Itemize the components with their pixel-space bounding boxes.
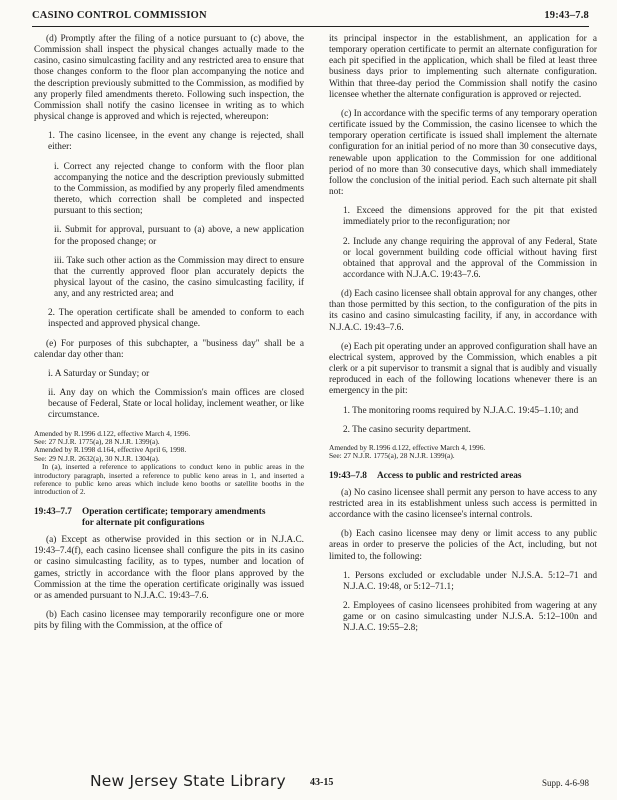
para-e2: 2. The casino security department. <box>343 424 471 435</box>
para-7-7-b: (b) Each casino licensee may temporarily reconfigure one or more pits by filing with the Commission, at the office of <box>34 610 304 632</box>
header-rule <box>32 26 589 27</box>
history-note: See: 27 N.J.R. 1775(a), 28 N.J.R. 1399(a). <box>329 451 455 461</box>
section-number: 19:43–7.7 <box>34 506 72 517</box>
para-c2: 2. Include any change requiring the approval of any Federal, State or local government building code official without having first obtained that approval and the approval of the Commission in accordance with N.J.A.C. 19:43–7.6. <box>343 236 597 280</box>
para-7-8-b: (b) Each casino licensee may deny or limit access to any public areas in order to preserve the policies of the Act, including, but not limited to, the following: <box>329 529 597 562</box>
para-c1: 1. Exceed the dimensions approved for the pit that existed immediately prior to the reconfiguration; nor <box>343 206 597 228</box>
history-note: Amended by R.1998 d.164, effective April 6, 1998. <box>34 445 187 455</box>
history-note: Amended by R.1996 d.122, effective March 4, 1996. <box>329 442 486 452</box>
running-header <box>32 10 589 21</box>
para-d1-iii: iii. Take such other action as the Commission may direct to ensure that the currently approved floor plan accurately depicts the physical layout of the casino, the casino simulcasting facility, if any, and any restricted area; and <box>54 255 304 300</box>
history-notes <box>329 444 597 461</box>
left-column <box>34 34 304 640</box>
history-note-detail: In (a), inserted a reference to applications to conduct keno in public areas in the introductory paragraph, inserted a reference to public keno areas in 1, and inserted a reference to public keno areas which include keno booths or satellite booths in the introduction of 2. <box>34 462 304 497</box>
page-footer <box>32 770 589 790</box>
header-title: CASINO CONTROL COMMISSION <box>32 10 207 21</box>
right-column <box>329 34 597 643</box>
library-watermark: New Jersey State Library <box>90 772 286 790</box>
para-d1-i: i. Correct any rejected change to conform with the floor plan accompanying the notice and the description previously submitted to the Commission, as modified by any properly filed amendments thereto, which correction shall be completed and inspected pursuant to this section; <box>54 161 304 217</box>
page-number: 43-15 <box>310 777 334 788</box>
para-d: (d) Promptly after the filing of a notice pursuant to (c) above, the Commission shall inspect the physical changes actually made to the casino, casino simulcasting facility and any restricted area to ensure that those changes conform to the floor plan accompanying the notice and the description previously submitted to the Commission, as modified by any properly filed amendments thereto. Following such inspection, the Commission shall notify the casino licensee in writing as to which physical change is approved and which is rejected, whereupon: <box>34 34 304 123</box>
history-note: See: 27 N.J.R. 1775(a), 28 N.J.R. 1399(a). <box>34 436 160 446</box>
para-7-7-a: (a) Except as otherwise provided in this section or in N.J.A.C. 19:43–7.4(f), each casino licensee shall configure the pits in its casino or casino simulcasting facility, as to types, number and location of games, strictly in accordance with the floor plans approved by the Commission at the time the operation certificate originally was issued or as amended pursuant to N.J.A.C. 19:43–7.6. <box>34 535 304 601</box>
para-e: (e) For purposes of this subchapter, a "business day" shall be a calendar day other than: <box>34 338 304 360</box>
para-d: (d) Each casino licensee shall obtain approval for any changes, other than those permitted by this section, to the configuration of the pits in its casino and casino simulcasting facility, if any, in accordance with N.J.A.C. 19:43–7.6. <box>329 289 597 333</box>
para-e-i: i. A Saturday or Sunday; or <box>48 368 150 379</box>
section-title-line2: for alternate pit configurations <box>82 517 205 528</box>
section-title-line1: Operation certificate; temporary amendments <box>81 506 266 517</box>
para-d2: 2. The operation certificate shall be amended to conform to each inspected and approved physical change. <box>48 308 304 330</box>
para-c: (c) In accordance with the specific terms of any temporary operation certificate issued by the Commission, the casino licensee to which the temporary operation certificate is issued shall implement the alternate configuration for an initial period of no more than 30 consecutive days, renewable upon application to the Commission for one additional period of no more than 30 consecutive days, which shall immediately follow the conclusion of the initial period. Each such alternate pit shall not: <box>329 108 597 198</box>
para-e1: 1. The monitoring rooms required by N.J.A.C. 19:45–1.10; and <box>343 405 579 416</box>
history-notes <box>34 430 304 497</box>
para-7-8-b1: 1. Persons excluded or excludable under N.J.S.A. 5:12–71 and N.J.A.C. 19:48, or 5:12–71.1; <box>343 570 597 592</box>
section-number: 19:43–7.8 <box>329 470 367 481</box>
supplement-date: Supp. 4-6-98 <box>542 778 589 788</box>
para-d1-ii: ii. Submit for approval, pursuant to (a) above, a new application for the proposed change; or <box>54 225 304 247</box>
para-b-continued: its principal inspector in the establishment, an application for a temporary operation certificate to permit an alternate configuration for each pit specified in the application, which shall be filed at least three business days prior to implementing such alternate configuration. Within that three-day period the Commission shall notify the casino licensee whether the alternate configuration is approved or rejected. <box>329 34 597 100</box>
section-heading-7-7 <box>34 507 304 529</box>
para-7-8-b2: 2. Employees of casino licensees prohibited from wagering at any game or on casino simulcasting under N.J.S.A. 5:12–100n and N.J.A.C. 19:55–2.8; <box>343 601 597 634</box>
para-e: (e) Each pit operating under an approved configuration shall have an electrical system, approved by the Commission, which enables a pit clerk or a pit supervisor to transmit a signal that is audibly and visually reproduced in each of the following locations whenever there is an emergency in the pit: <box>329 341 597 397</box>
para-7-8-a: (a) No casino licensee shall permit any person to have access to any restricted area in its establishment unless such access is permitted in accordance with the casino licensee's internal controls. <box>329 487 597 521</box>
section-heading-7-8 <box>329 471 597 482</box>
history-note: Amended by R.1996 d.122, effective March 4, 1996. <box>34 428 191 438</box>
para-d1: 1. The casino licensee, in the event any change is rejected, shall either: <box>48 131 304 153</box>
section-title: Access to public and restricted areas <box>376 470 522 481</box>
header-section: 19:43–7.8 <box>544 10 589 21</box>
history-note: See: 29 N.J.R. 2632(a), 30 N.J.R. 1304(a). <box>34 453 160 463</box>
para-e-ii: ii. Any day on which the Commission's main offices are closed because of Federal, State or local holiday, inclement weather, or like circumstance. <box>48 388 304 421</box>
